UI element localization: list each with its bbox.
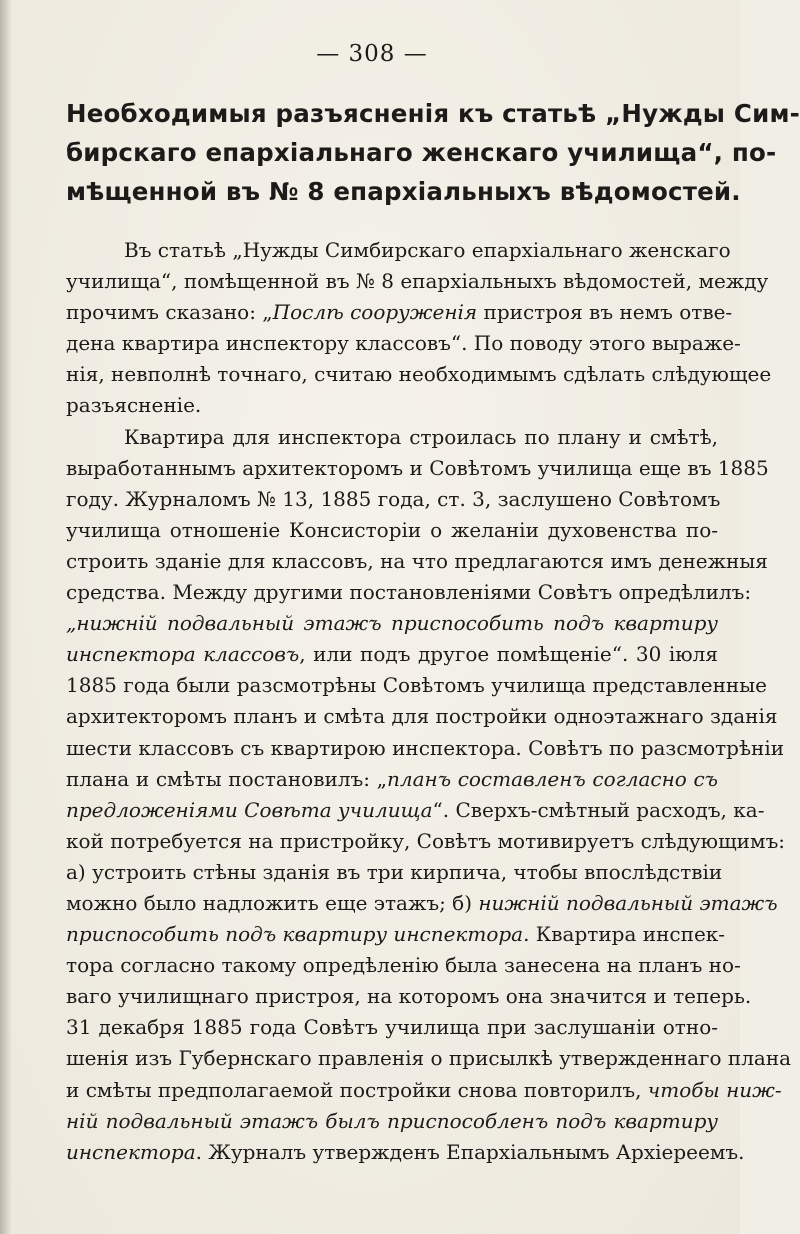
text-line: кой потребуется на пристройку, Совѣтъ мотивируетъ слѣдующимъ: — [66, 828, 786, 853]
title-line: бирскаго епархіальнаго женскаго училища“, по- — [66, 138, 777, 167]
text-line: инспектора классовъ, или подъ другое помѣщеніе“. 30 іюля — [66, 642, 718, 667]
italic-quote: приспособить подъ квартиру инспектора — [66, 922, 524, 947]
italic-quote: инспектора классовъ — [66, 642, 300, 667]
text-line: нія, невполнѣ точнаго, считаю необходимымъ сдѣлать слѣдующее — [66, 362, 772, 387]
article-title — [66, 94, 800, 211]
text-line: средства. Между другими постановленіями Совѣтъ опредѣлилъ: — [66, 580, 752, 605]
page-number: — 308 — — [316, 41, 428, 67]
text-line: приспособить подъ квартиру инспектора. Квартира инспек- — [66, 922, 726, 947]
italic-quote: чтобы ниж- — [647, 1077, 782, 1102]
title-line: мѣщенной въ № 8 епархіальныхъ вѣдомостей. — [66, 177, 741, 206]
italic-quote: ній подвальный этажъ былъ приспособленъ подъ квартиру — [66, 1108, 718, 1133]
text-line: году. Журналомъ № 13, 1885 года, ст. 3, заслушено Совѣтомъ — [66, 486, 721, 511]
italic-quote: „нижній подвальный этажъ приспособить подъ квартиру — [66, 611, 718, 636]
text-line: 1885 года были разсмотрѣны Совѣтомъ училища представленные — [66, 673, 768, 698]
text-line: шести классовъ съ квартирою инспектора. Совѣтъ по разсмотрѣніи — [66, 735, 785, 760]
text-line: ваго училищнаго пристроя, на которомъ она значится и теперь. — [66, 984, 752, 1009]
text-line: 31 декабря 1885 года Совѣтъ училища при заслушаніи отно- — [66, 1015, 718, 1040]
text-line: можно было надложить еще этажъ; б) нижній подвальный этажъ — [66, 890, 778, 915]
text-line: разъясненіе. — [66, 393, 202, 418]
page-spine-shadow — [0, 0, 12, 1234]
text-line: инспектора. Журналъ утвержденъ Епархіальнымъ Архіереемъ. — [66, 1139, 745, 1164]
text-line: и смѣты предполагаемой постройки снова повторилъ, чтобы ниж- — [66, 1077, 782, 1102]
text-line: архитекторомъ планъ и смѣта для постройки одноэтажнаго зданія — [66, 704, 778, 729]
text-line: строить зданіе для классовъ, на что предлагаются имъ денежныя — [66, 548, 768, 573]
text-line: предложеніями Совѣта училища“. Сверхъ-смѣтный расходъ, ка- — [66, 797, 765, 822]
text-line: а) устроить стѣны зданія въ три кирпича, чтобы впослѣдствіи — [66, 859, 723, 884]
text-line — [66, 608, 718, 639]
text-line: плана и смѣты постановилъ: „планъ составленъ согласно съ — [66, 766, 718, 791]
text-line: Въ статьѣ „Нужды Симбирскаго епархіальнаго женскаго — [124, 238, 731, 262]
italic-quote: нижній подвальный этажъ — [478, 890, 778, 915]
text-line: дена квартира инспектору классовъ“. По поводу этого выраже- — [66, 331, 741, 356]
article-body — [66, 235, 792, 1168]
italic-quote: планъ составленъ согласно съ — [387, 766, 718, 791]
text-line — [66, 1106, 718, 1137]
italic-quote: инспектора — [66, 1139, 196, 1164]
title-line: Необходимыя разъясненія къ статьѣ „Нужды Сим- — [66, 99, 800, 128]
italic-quote: предложеніями Совѣта училища — [66, 797, 433, 822]
text-line: Квартира для инспектора строилась по плану и смѣтѣ, — [124, 424, 718, 449]
text-line: шенія изъ Губернскаго правленія о присылкѣ утвержденнаго плана — [66, 1046, 792, 1071]
text-line: училища отношеніе Консисторіи о желаніи духовенства по- — [66, 517, 718, 542]
text-line: выработаннымъ архитекторомъ и Совѣтомъ училища еще въ 1885 — [66, 455, 769, 480]
text-line: училища“, помѣщенной въ № 8 епархіальныхъ вѣдомостей, между — [66, 269, 769, 294]
italic-quote: Послѣ сооруженія — [272, 300, 478, 325]
text-line: прочимъ сказано: „Послѣ сооруженія пристроя въ немъ отве- — [66, 300, 733, 325]
text-line: тора согласно такому опредѣленію была занесена на планъ но- — [66, 953, 741, 978]
